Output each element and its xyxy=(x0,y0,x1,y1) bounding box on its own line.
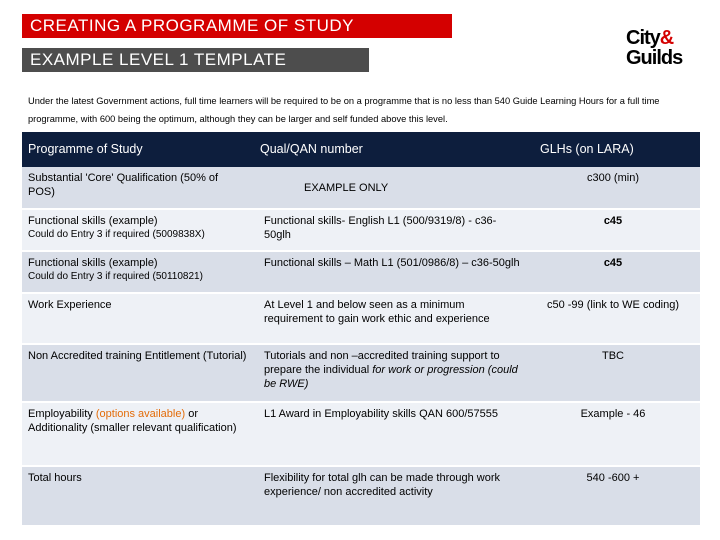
cell-programme: Substantial 'Core' Qualification (50% of POS) xyxy=(22,167,254,209)
table-header-row xyxy=(22,132,700,167)
cell-programme: Work Experience xyxy=(22,293,254,344)
cell-glh: TBC xyxy=(526,344,700,402)
cell-qual xyxy=(254,167,526,209)
cell-qual: Functional skills – Math L1 (501/0986/8) – c36-50glh xyxy=(254,251,526,293)
table-row xyxy=(22,167,700,209)
cell-programme: Non Accredited training Entitlement (Tutorial) xyxy=(22,344,254,402)
cell-glh: Example - 46 xyxy=(526,402,700,466)
cell-qual-text-italic: for work or progression (could be RWE) xyxy=(264,364,518,390)
city-and-guilds-logo xyxy=(626,28,696,72)
programme-table xyxy=(22,132,700,527)
table-row xyxy=(22,251,700,293)
cell-programme-text: Employability xyxy=(28,408,96,420)
intro-paragraph: Under the latest Government actions, full time learners will be required to be on a programme that is no less than 540 Guide Learning Hours for a full time programme, with 600 being the optimum, although they can be larger and self funded above this level. xyxy=(28,96,660,124)
logo-text-guilds: Guilds xyxy=(626,47,683,69)
cell-glh: c45 xyxy=(526,209,700,251)
header-glh: GLHs (on LARA) xyxy=(526,132,700,167)
cell-programme-text: Functional skills (example) xyxy=(28,257,158,269)
cell-qual: At Level 1 and below seen as a minimum requirement to gain work ethic and experience xyxy=(254,293,526,344)
cell-qual: Flexibility for total glh can be made through work experience/ non accredited activity xyxy=(254,466,526,526)
options-available-text: (options available) xyxy=(95,408,186,420)
cell-programme xyxy=(22,402,254,466)
cell-glh: c45 xyxy=(526,251,700,293)
cell-qual: L1 Award in Employability skills QAN 600/57555 xyxy=(254,402,526,466)
table-row xyxy=(22,209,700,251)
cell-qual: Functional skills- English L1 (500/9319/8) - c36-50glh xyxy=(254,209,526,251)
table-row xyxy=(22,466,700,526)
cell-glh: 540 -600 + xyxy=(526,466,700,526)
cell-qual-text: EXAMPLE ONLY xyxy=(304,182,389,194)
cell-programme xyxy=(22,251,254,293)
cell-programme-text-cont: or Additionality (smaller relevant qualification) xyxy=(28,408,237,434)
cell-qual xyxy=(254,344,526,402)
table-row xyxy=(22,344,700,402)
header-programme: Programme of Study xyxy=(22,132,254,167)
logo-text-city: City xyxy=(626,27,660,49)
cell-programme-text: Functional skills (example) xyxy=(28,215,158,227)
page-subtitle: EXAMPLE LEVEL 1 TEMPLATE xyxy=(22,48,369,72)
table-row xyxy=(22,293,700,344)
logo-ampersand: & xyxy=(659,27,674,49)
table-row xyxy=(22,402,700,466)
cell-qual-text: Tutorials and non –accredited training support to prepare the individual xyxy=(264,350,500,376)
cell-glh: c50 -99 (link to WE coding) xyxy=(526,293,700,344)
cell-programme xyxy=(22,209,254,251)
cell-programme-sub: Could do Entry 3 if required (50110821) xyxy=(28,271,203,282)
header-qual: Qual/QAN number xyxy=(254,132,526,167)
cell-programme: Total hours xyxy=(22,466,254,526)
page-title: CREATING A PROGRAMME OF STUDY xyxy=(22,14,452,38)
cell-programme-sub: Could do Entry 3 if required (5009838X) xyxy=(28,229,205,240)
cell-glh: c300 (min) xyxy=(526,167,700,209)
